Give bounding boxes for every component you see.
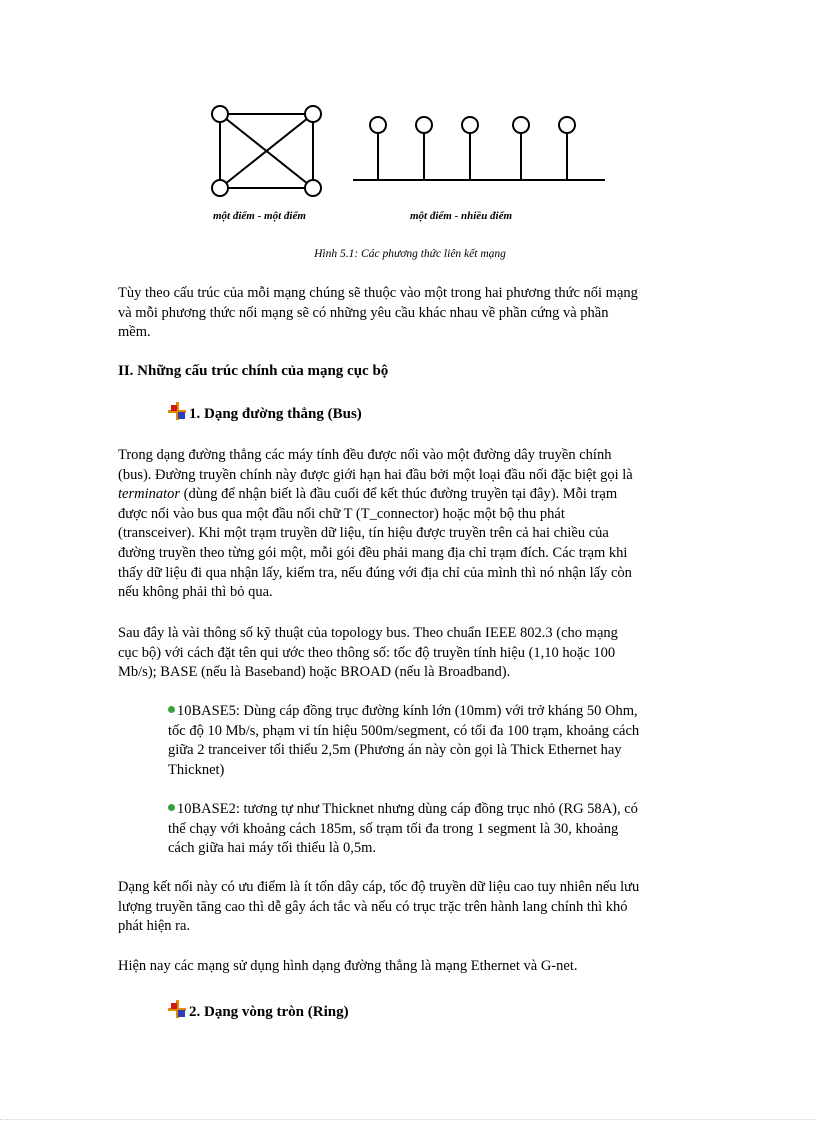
green-bullet-icon: [168, 706, 175, 713]
node-circle: [212, 180, 228, 196]
terminator-term: terminator: [118, 486, 181, 503]
text-line: Dạng kết nối này có ưu điểm là ít tốn dây cáp, tốc độ truyền dữ liệu cao tuy nhiên nếu lưu: [118, 879, 640, 895]
node-circle: [212, 106, 228, 122]
ring-heading-text: 2. Dạng vòng tròn (Ring): [189, 1004, 349, 1020]
figure-label-point-to-point: một điểm - một điểm: [213, 210, 306, 222]
network-connection-figure: [205, 100, 615, 260]
text-line: Tùy theo cấu trúc của mỗi mạng chúng sẽ thuộc vào một trong hai phương thức nối mạng: [118, 285, 638, 301]
text-span: 10BASE5: Dùng cáp đồng trục đường kính lớn (10mm) với trở kháng 50 Ohm,: [177, 703, 638, 719]
multipoint-diagram: [353, 117, 605, 180]
node-circle: [305, 180, 321, 196]
text-line: [168, 702, 698, 722]
bus-heading-text: 1. Dạng đường thẳng (Bus): [189, 406, 362, 422]
text-line: giữa 2 tranceiver tối thiểu 2,5m (Phương án này còn gọi là Thick Ethernet hay: [168, 742, 622, 759]
text-line: mềm.: [118, 324, 151, 341]
text-line: cục bộ) với cách đặt tên qui ước theo thông số: tốc độ truyền tính hiệu (1,10 hoặc 100: [118, 644, 616, 661]
green-bullet-icon: [168, 804, 175, 811]
node-circle: [559, 117, 575, 133]
node-circle: [513, 117, 529, 133]
page-bottom-border: [0, 1119, 816, 1120]
text-span: 10BASE2: tương tự như Thicknet nhưng dùng cáp đồng trục nhỏ (RG 58A), có: [177, 801, 638, 817]
bus-paragraph-4: [118, 957, 698, 977]
text-line: phát hiện ra.: [118, 918, 191, 935]
text-line: thể chạy với khoảng cách 185m, số trạm tối đa trong 1 segment là 30, khoảng: [168, 820, 619, 837]
text-line: (transceiver). Khi một trạm truyền dữ liệu, tín hiệu được truyền trên cả hai chiều của: [118, 525, 609, 542]
node-circle: [416, 117, 432, 133]
figure-caption: Hình 5.1: Các phương thức liên kết mạng: [314, 248, 506, 260]
bus-subheading: [168, 402, 362, 423]
text-line: nếu không phải thì bỏ qua.: [118, 584, 273, 601]
bus-paragraph-2: [118, 624, 698, 683]
text-line: và mỗi phương thức nối mạng sẽ có những yêu cầu khác nhau về phần cứng và phần: [118, 304, 609, 321]
text-line: [168, 800, 698, 820]
text-line: lượng truyền tăng cao thì dễ gây ách tắc và nếu có trục trặc trên hành lang chính thì khó: [118, 898, 628, 915]
text-line: Sau đây là vài thông số kỹ thuật của topology bus. Theo chuẩn IEEE 802.3 (cho mạng: [118, 625, 618, 641]
text-line: (bus). Đường truyền chính này được giới hạn hai đầu bởi một loại đầu nối đặc biệt gọi là: [118, 466, 633, 483]
topology-diagram: [205, 100, 615, 200]
bullet-10base5: [168, 702, 698, 780]
text-line: cách giữa hai máy tối thiểu là 0,5m.: [168, 840, 376, 857]
text-line: Thicknet): [168, 761, 225, 778]
text-line: đường truyền theo từng gói một, mỗi gói đều phải mang địa chỉ trạm đích. Các trạm khi: [118, 544, 628, 561]
point-to-point-diagram: [212, 106, 321, 196]
ring-subheading: [168, 1000, 349, 1021]
bus-paragraph-3: [118, 878, 698, 937]
text-line: Mb/s); BASE (nếu là Baseband) hoặc BROAD (nếu là Broadband).: [118, 664, 511, 681]
text-line: tốc độ 10 Mb/s, phạm vi tín hiệu 500m/segment, có tối đa 100 trạm, khoảng cách: [168, 722, 640, 739]
text-line: Trong dạng đường thẳng các máy tính đều được nối vào một đường dây truyền chính: [118, 447, 612, 463]
node-circle: [370, 117, 386, 133]
figure-label-multipoint: một điểm - nhiều điểm: [410, 210, 513, 222]
node-circle: [462, 117, 478, 133]
text-line: [118, 485, 698, 505]
text-line: Hiện nay các mạng sử dụng hình dạng đường thẳng là mạng Ethernet và G-net.: [118, 958, 578, 974]
sparkle-bullet-icon: [168, 402, 188, 422]
bullet-10base2: [168, 800, 698, 859]
text-line: được nối vào bus qua một đầu nối chữ T (T_connector) hoặc một bộ thu phát: [118, 505, 565, 522]
text-span: (dùng để nhận biết là đầu cuối để kết thúc đường truyền tại đây). Mỗi trạm: [180, 486, 618, 503]
bus-paragraph-1: [118, 446, 698, 603]
intro-paragraph: [118, 284, 698, 343]
node-circle: [305, 106, 321, 122]
section-heading: II. Những cấu trúc chính của mạng cục bộ: [118, 363, 389, 379]
sparkle-bullet-icon: [168, 1000, 188, 1020]
text-line: thấy dữ liệu đi qua nhận lấy, kiểm tra, nếu đúng với địa chỉ của mình thì nó nhận lấy còn: [118, 564, 632, 581]
